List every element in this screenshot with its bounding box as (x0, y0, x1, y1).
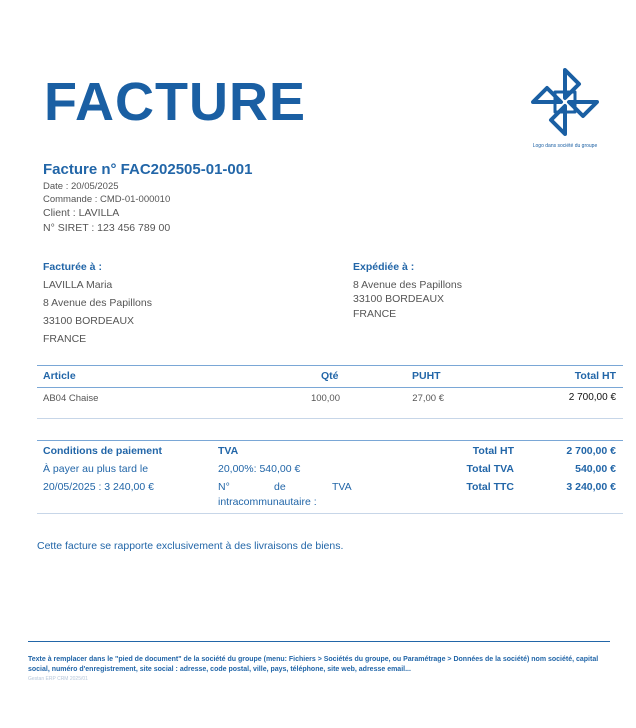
logo-caption: Logo dans société du groupe (532, 143, 598, 149)
shipping-line: FRANCE (353, 308, 397, 320)
shipping-title: Expédiée à : (353, 261, 415, 273)
total-ht-value: 2 700,00 € (566, 445, 616, 457)
payment-line: À payer au plus tard le (43, 463, 149, 475)
invoice-date: Date : 20/05/2025 (43, 181, 119, 192)
table-cell-puht: 27,00 € (412, 393, 444, 404)
delivery-note: Cette facture se rapporte exclusivement à des livraisons de biens. (37, 540, 344, 552)
table-bottom-rule (37, 418, 623, 419)
payment-title: Conditions de paiement (43, 445, 163, 457)
tva-rate: 20,00%: 540,00 € (218, 463, 301, 475)
invoice-siret: N° SIRET : 123 456 789 00 (43, 222, 171, 234)
column-header-article: Article (43, 370, 76, 382)
table-cell-article: AB04 Chaise (43, 393, 99, 404)
billing-line: LAVILLA Maria (43, 279, 113, 291)
billing-line: 33100 BORDEAUX (43, 315, 135, 327)
total-ht-label: Total HT (472, 445, 514, 457)
footer-software-note: Gestan ERP CRM 2025/01 (28, 676, 88, 682)
column-header-total: Total HT (574, 370, 616, 382)
column-header-puht: PUHT (412, 370, 441, 382)
invoice-client: Client : LAVILLA (43, 207, 120, 219)
summary-top-rule (37, 440, 623, 441)
invoice-order: Commande : CMD-01-000010 (43, 194, 171, 205)
table-cell-total: 2 700,00 € (568, 392, 616, 403)
billing-line: FRANCE (43, 333, 87, 345)
table-header-rule (37, 387, 623, 388)
tva-intra-word: de (274, 481, 286, 493)
total-ttc-label: Total TTC (466, 481, 514, 493)
total-ttc-value: 3 240,00 € (566, 481, 616, 493)
payment-line: 20/05/2025 : 3 240,00 € (43, 481, 154, 493)
document-title: FACTURE (44, 72, 306, 132)
invoice-number: Facture n° FAC202505-01-001 (43, 161, 253, 178)
billing-line: 8 Avenue des Papillons (43, 297, 152, 309)
footer-text: Texte à remplacer dans le "pied de document" de la société du groupe (menu: Fichiers > Sociétés du groupe, ou Paramétrage > Données de la société) nom société, capital social, numéro d'enregistrement, site social : adresse, code postal, ville, pays, téléphone, site web, adresse email... (28, 656, 599, 673)
tva-intra-word: N° (218, 481, 230, 493)
tva-intra-word: TVA (332, 481, 352, 493)
tva-title: TVA (218, 445, 239, 457)
total-tva-value: 540,00 € (575, 463, 616, 475)
tva-intra-line: intracommunautaire : (218, 496, 317, 508)
summary-bottom-rule (37, 513, 623, 514)
table-top-rule (37, 365, 623, 366)
footer-rule (28, 641, 610, 642)
shipping-line: 33100 BORDEAUX (353, 293, 445, 305)
total-tva-label: Total TVA (466, 463, 514, 475)
company-logo-icon (518, 64, 612, 154)
shipping-line: 8 Avenue des Papillons (353, 279, 462, 291)
table-cell-qty: 100,00 (310, 393, 340, 404)
billing-title: Facturée à : (43, 261, 102, 273)
column-header-qty: Qté (321, 370, 339, 382)
